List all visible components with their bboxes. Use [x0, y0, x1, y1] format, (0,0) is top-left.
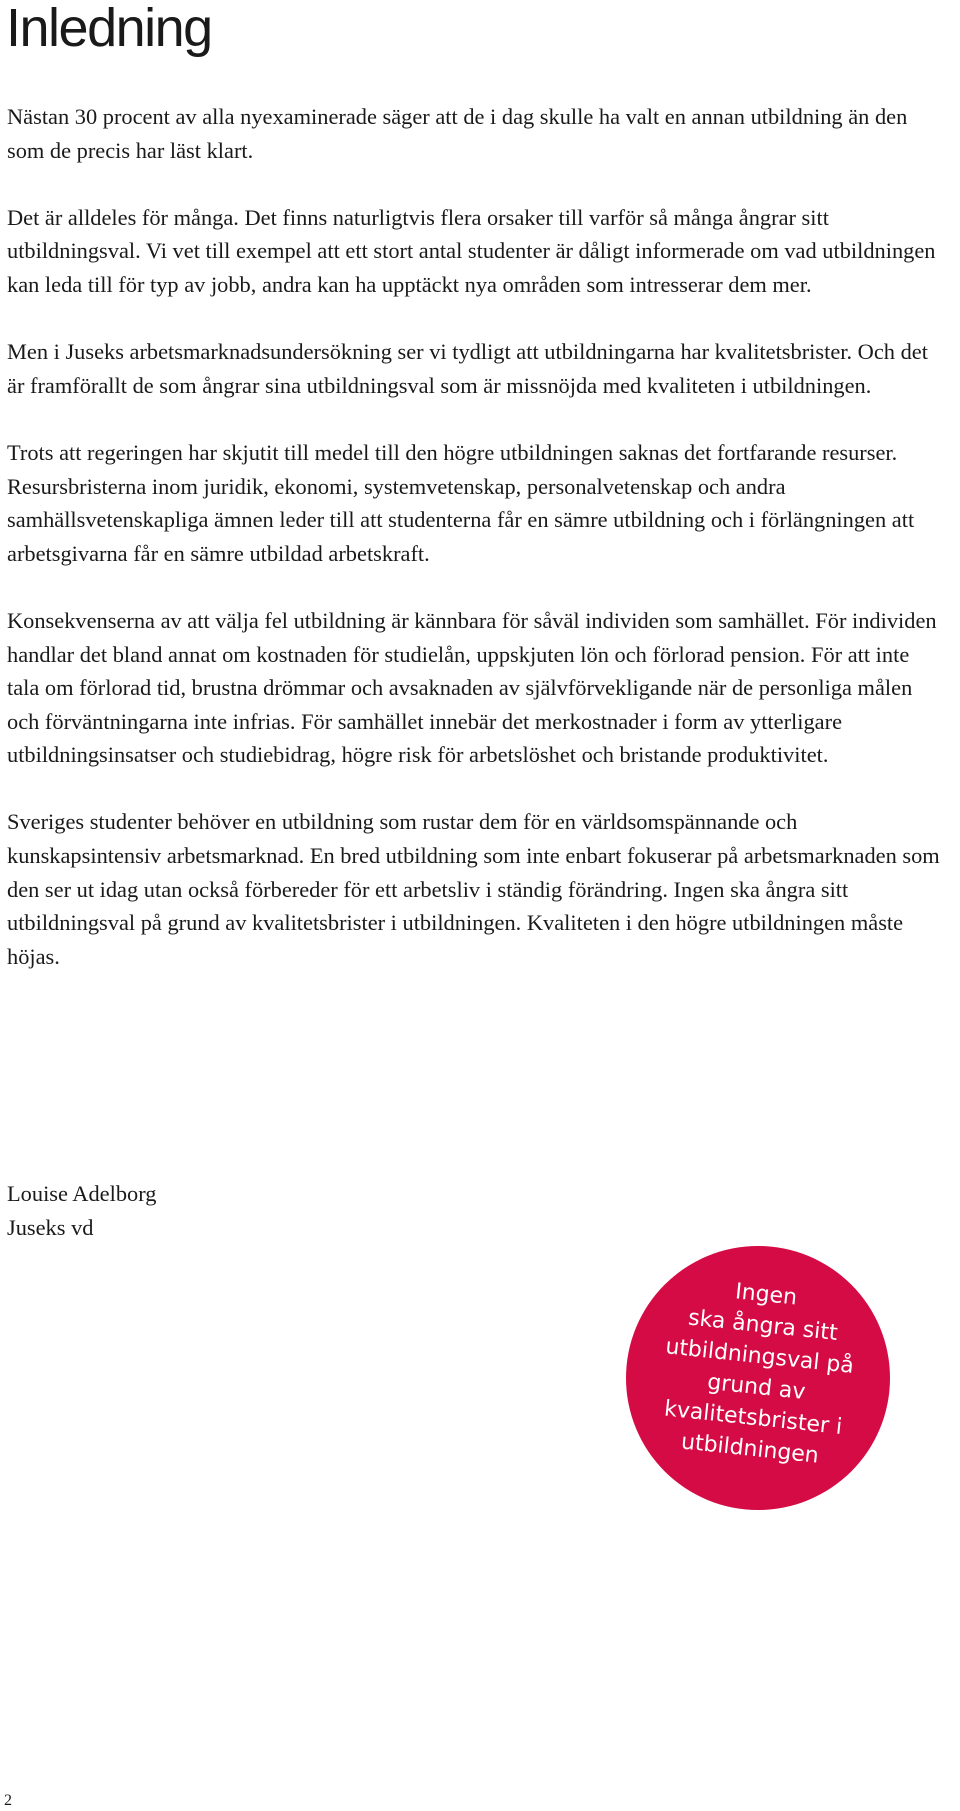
- signature: [7, 1177, 156, 1245]
- quote-line: kvalitetsbrister i: [663, 1396, 844, 1441]
- paragraph: Nästan 30 procent av alla nyexaminerade säger att de i dag skulle ha valt en annan utbildning än den som de precis har läst klart.: [7, 104, 908, 163]
- paragraph: Trots att regeringen har skjutit till medel till den högre utbildningen saknas det fortfarande resurser. Resursbristerna inom juridik, ekonomi, systemvetenskap, personalvetenskap och andra samhällsvetenskapliga ämnen leder till att studenterna får en sämre utbildning och i förlängningen att arbetsgivarna får en sämre utbildad arbetskraft.: [7, 439, 915, 566]
- paragraph: Konsekvenserna av att välja fel utbildning är kännbara för såväl individen som samhället. För individen handlar det bland annat om kostnaden för studielån, uppskjuten lön och förlorad pension. För att inte tala om förlorad tid, brustna drömmar och avsaknaden av självförvekligande när de personliga målen och förväntningarna inte infrias. För samhället innebär det merkostnader i form av ytterligare utbildningsinsatser och studiebidrag, högre risk för arbetslöshet och bristande produktivitet.: [7, 607, 937, 768]
- quote-line: utbildningsval på: [664, 1334, 856, 1379]
- paragraph: Sveriges studenter behöver en utbildning som rustar dem för en världsomspännande och kunskapsintensiv arbetsmarknad. En bred utbildning som inte enbart fokuserar på arbetsmarknaden som den ser ut idag utan också förbereder för ett arbetsliv i ständig förändring. Ingen ska ångra sitt utbildningsval på grund av kvalitetsbrister i utbildningen. Kvaliteten i den högre utbildningen måste höjas.: [7, 809, 940, 969]
- signature-role: Juseks vd: [7, 1215, 94, 1240]
- quote-text: [639, 1268, 877, 1476]
- quote-line: grund av: [706, 1369, 807, 1405]
- quote-line: ska ångra sitt: [686, 1305, 839, 1347]
- quote-line: Ingen: [734, 1279, 799, 1311]
- page-number: 2: [4, 1792, 12, 1809]
- paragraph: Men i Juseks arbetsmarknadsundersökning ser vi tydligt att utbildningarna har kvalitetsbrister. Och det är framförallt de som ångrar sina utbildningsval som är missnöjda med kvaliteten i utbildningen.: [7, 339, 928, 398]
- quote-line: utbildningen: [679, 1429, 820, 1469]
- paragraph: Det är alldeles för många. Det finns naturligtvis flera orsaker till varför så många ångrar sitt utbildningsval. Vi vet till exempel att ett stort antal studenter är dåligt informerade om vad utbildningen kan leda till för typ av jobb, andra kan ha upptäckt nya områden som intresserar dem mer.: [7, 204, 936, 297]
- signature-name: Louise Adelborg: [7, 1181, 157, 1206]
- article-body: [7, 100, 947, 1007]
- page-title: Inledning: [6, 0, 212, 58]
- quote-badge: [626, 1246, 890, 1510]
